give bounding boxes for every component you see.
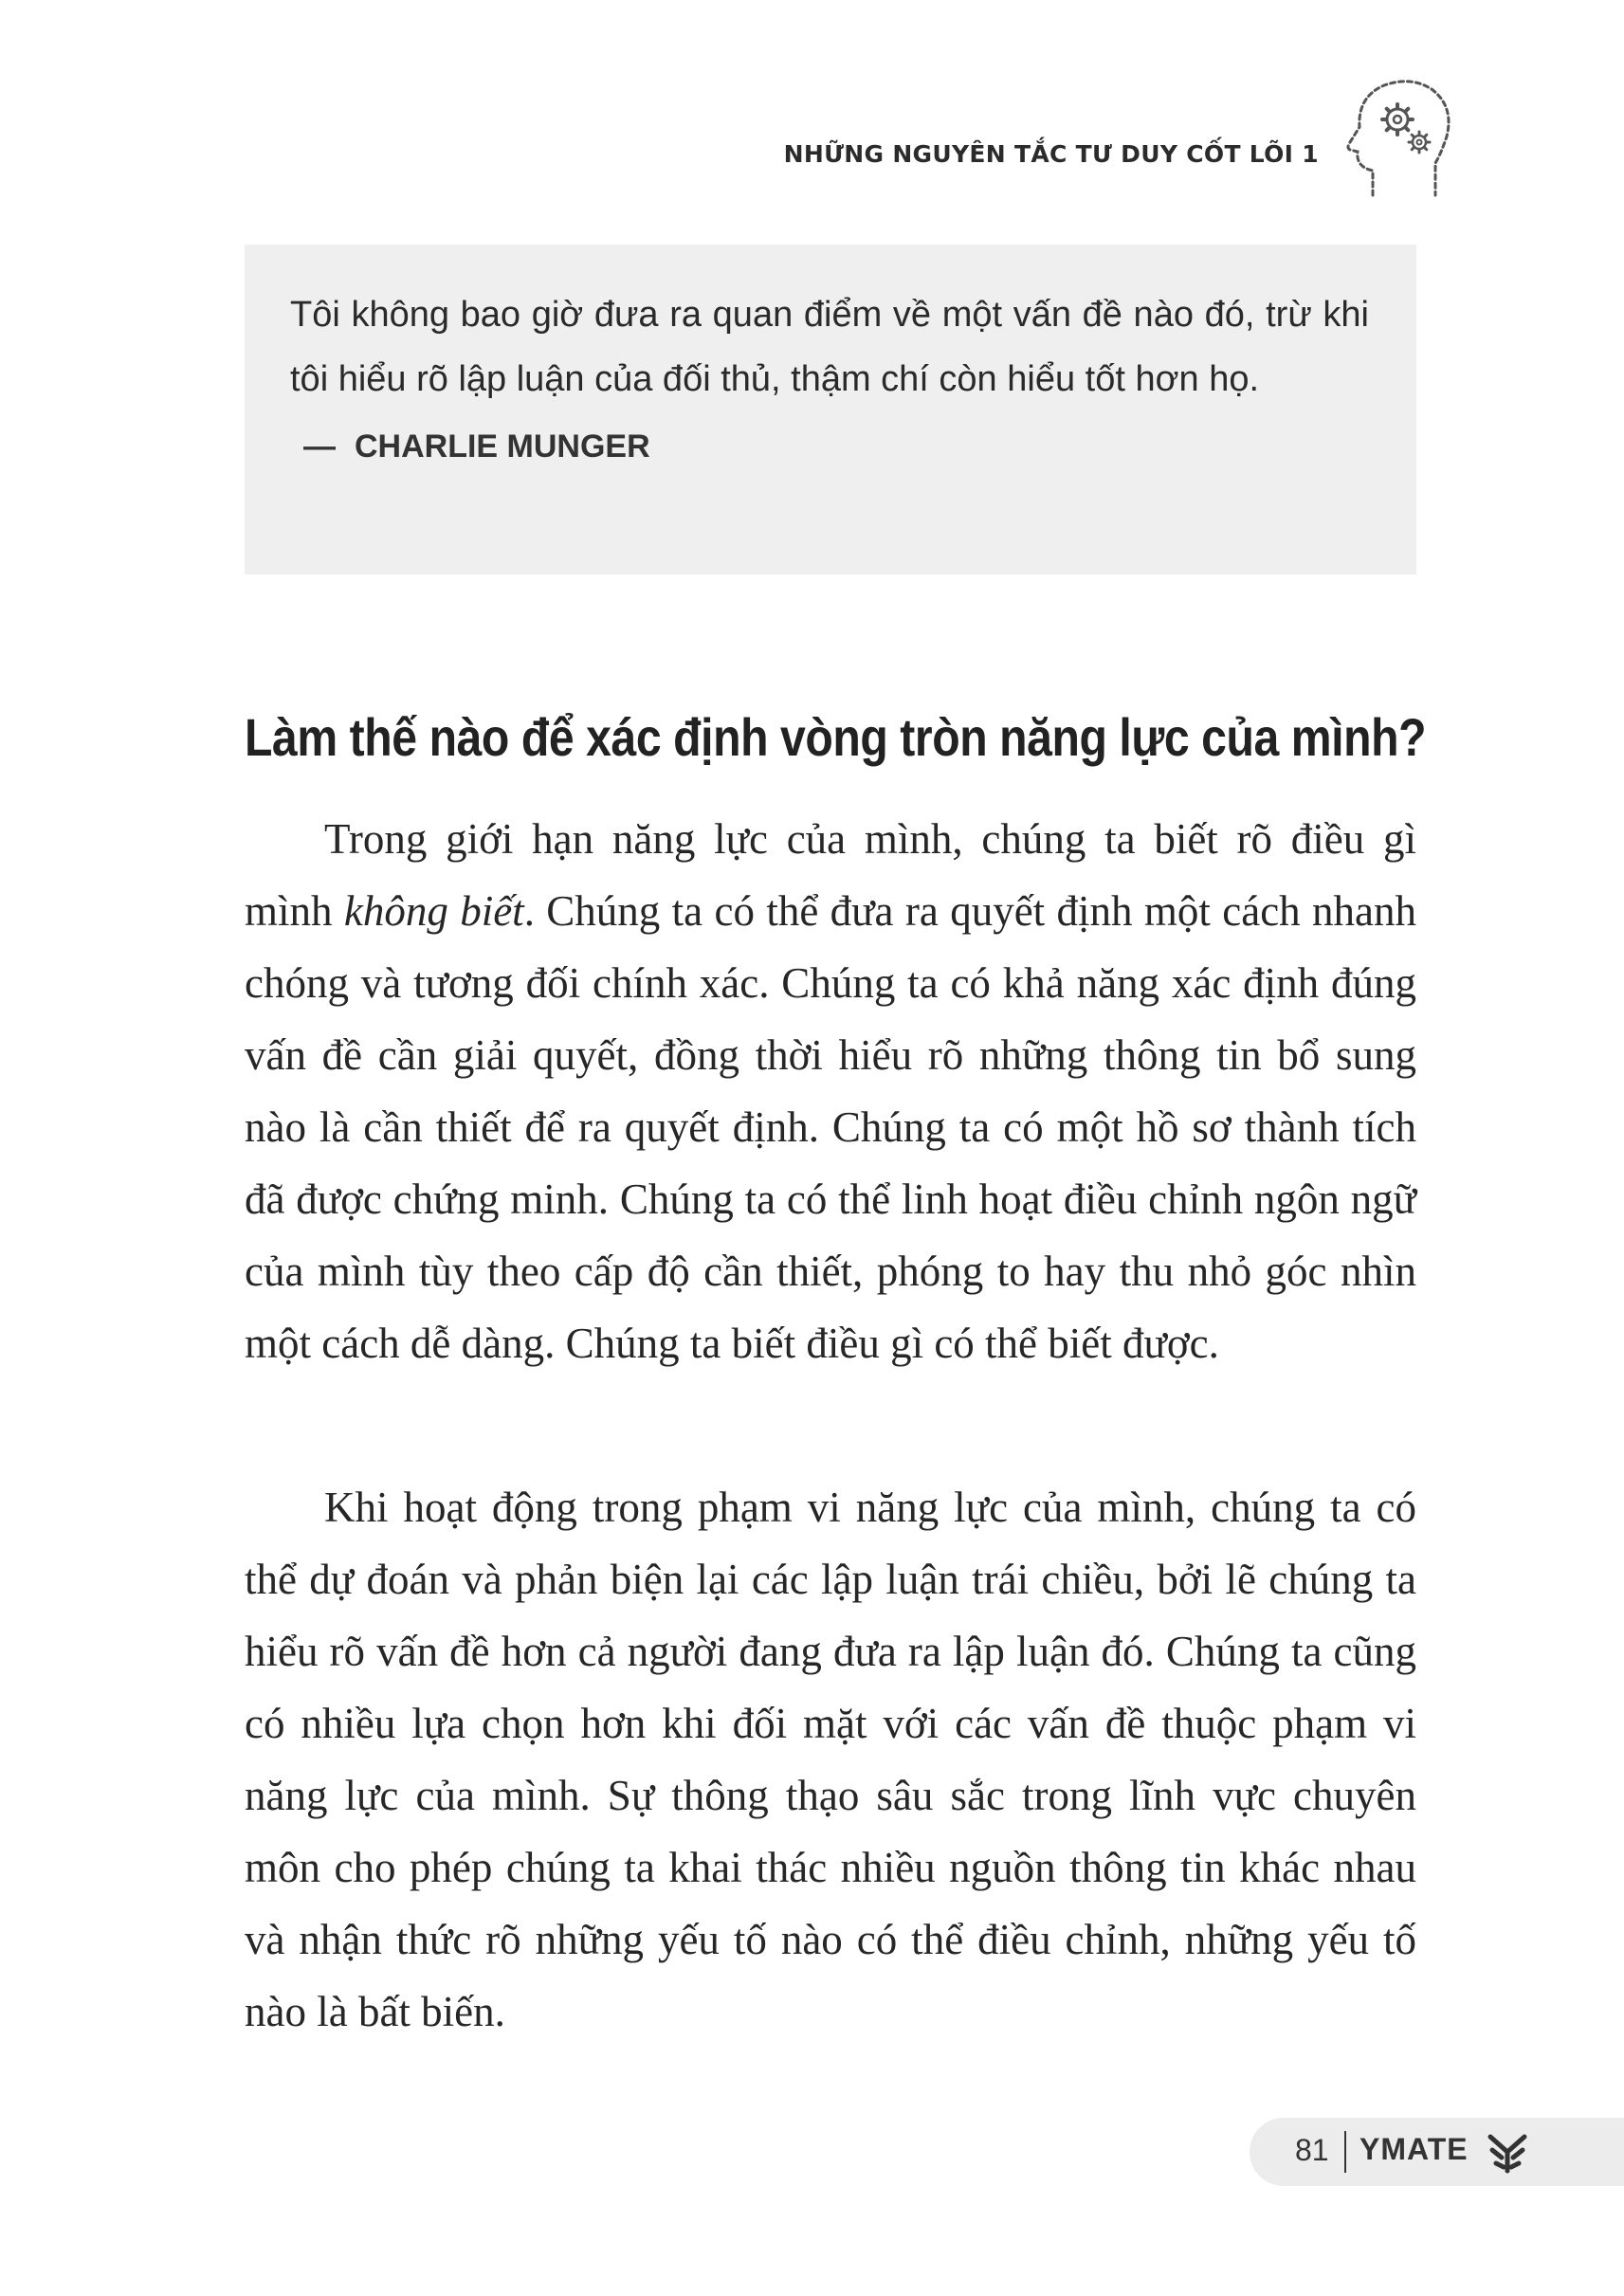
footer-page-tab	[1250, 2118, 1624, 2186]
ymate-logo-icon	[1483, 2127, 1532, 2177]
quote-author: CHARLIE MUNGER	[355, 428, 650, 465]
head-gears-icon	[1344, 76, 1456, 201]
quote-dash: —	[303, 428, 336, 465]
paragraph-1-emphasis: không biết	[343, 887, 524, 935]
body-paragraph-2: Khi hoạt động trong phạm vi năng lực của mình, chúng ta có thể dự đoán và phản biện lại các lập luận trái chiều, bởi lẽ chúng ta hiểu rõ vấn đề hơn cả người đang đưa ra lập luận đó. Chúng ta cũng có nhiều lựa chọn hơn khi đối mặt với các vấn đề thuộc phạm vi năng lực của mình. Sự thông thạo sâu sắc trong lĩnh vực chuyên môn cho phép chúng ta khai thác nhiều nguồn thông tin khác nhau và nhận thức rõ những yếu tố nào có thể điều chỉnh, những yếu tố nào là bất biến.	[245, 1484, 1416, 2035]
brand-name: YMATE	[1359, 2132, 1469, 2166]
paragraph-1-text-start: Trong giới hạn năng lực của mình, chúng ta biết rõ điều gì mình	[245, 815, 1416, 935]
quote-text: Tôi không bao giờ đưa ra quan điểm về một vấn đề nào đó, trừ khi tôi hiểu rõ lập luận của đối thủ, thậm chí còn hiểu tốt hơn họ.	[290, 295, 1369, 399]
quote-attribution	[290, 428, 1369, 465]
page-number: 81	[1295, 2133, 1329, 2167]
quote-box	[245, 245, 1416, 574]
paragraph-1-text-end: . Chúng ta có thể đưa ra quyết định một cách nhanh chóng và tương đối chính xác. Chúng ta có khả năng xác định đúng vấn đề cần giải quyết, đồng thời hiểu rõ những thông tin bổ sung nào là cần thiết để ra quyết định. Chúng ta có một hồ sơ thành tích đã được chứng minh. Chúng ta có thể linh hoạt điều chỉnh ngôn ngữ của mình tùy theo cấp độ cần thiết, phóng to hay thu nhỏ góc nhìn một cách dễ dàng. Chúng ta biết điều gì có thể biết được.	[245, 887, 1416, 1367]
body-paragraph-1	[245, 803, 1416, 1379]
footer-divider	[1344, 2131, 1346, 2173]
section-heading: Làm thế nào để xác định vòng tròn năng lực của mình?	[245, 707, 1427, 767]
running-header-title: NHỮNG NGUYÊN TẮC TƯ DUY CỐT LÕI 1	[783, 140, 1319, 168]
